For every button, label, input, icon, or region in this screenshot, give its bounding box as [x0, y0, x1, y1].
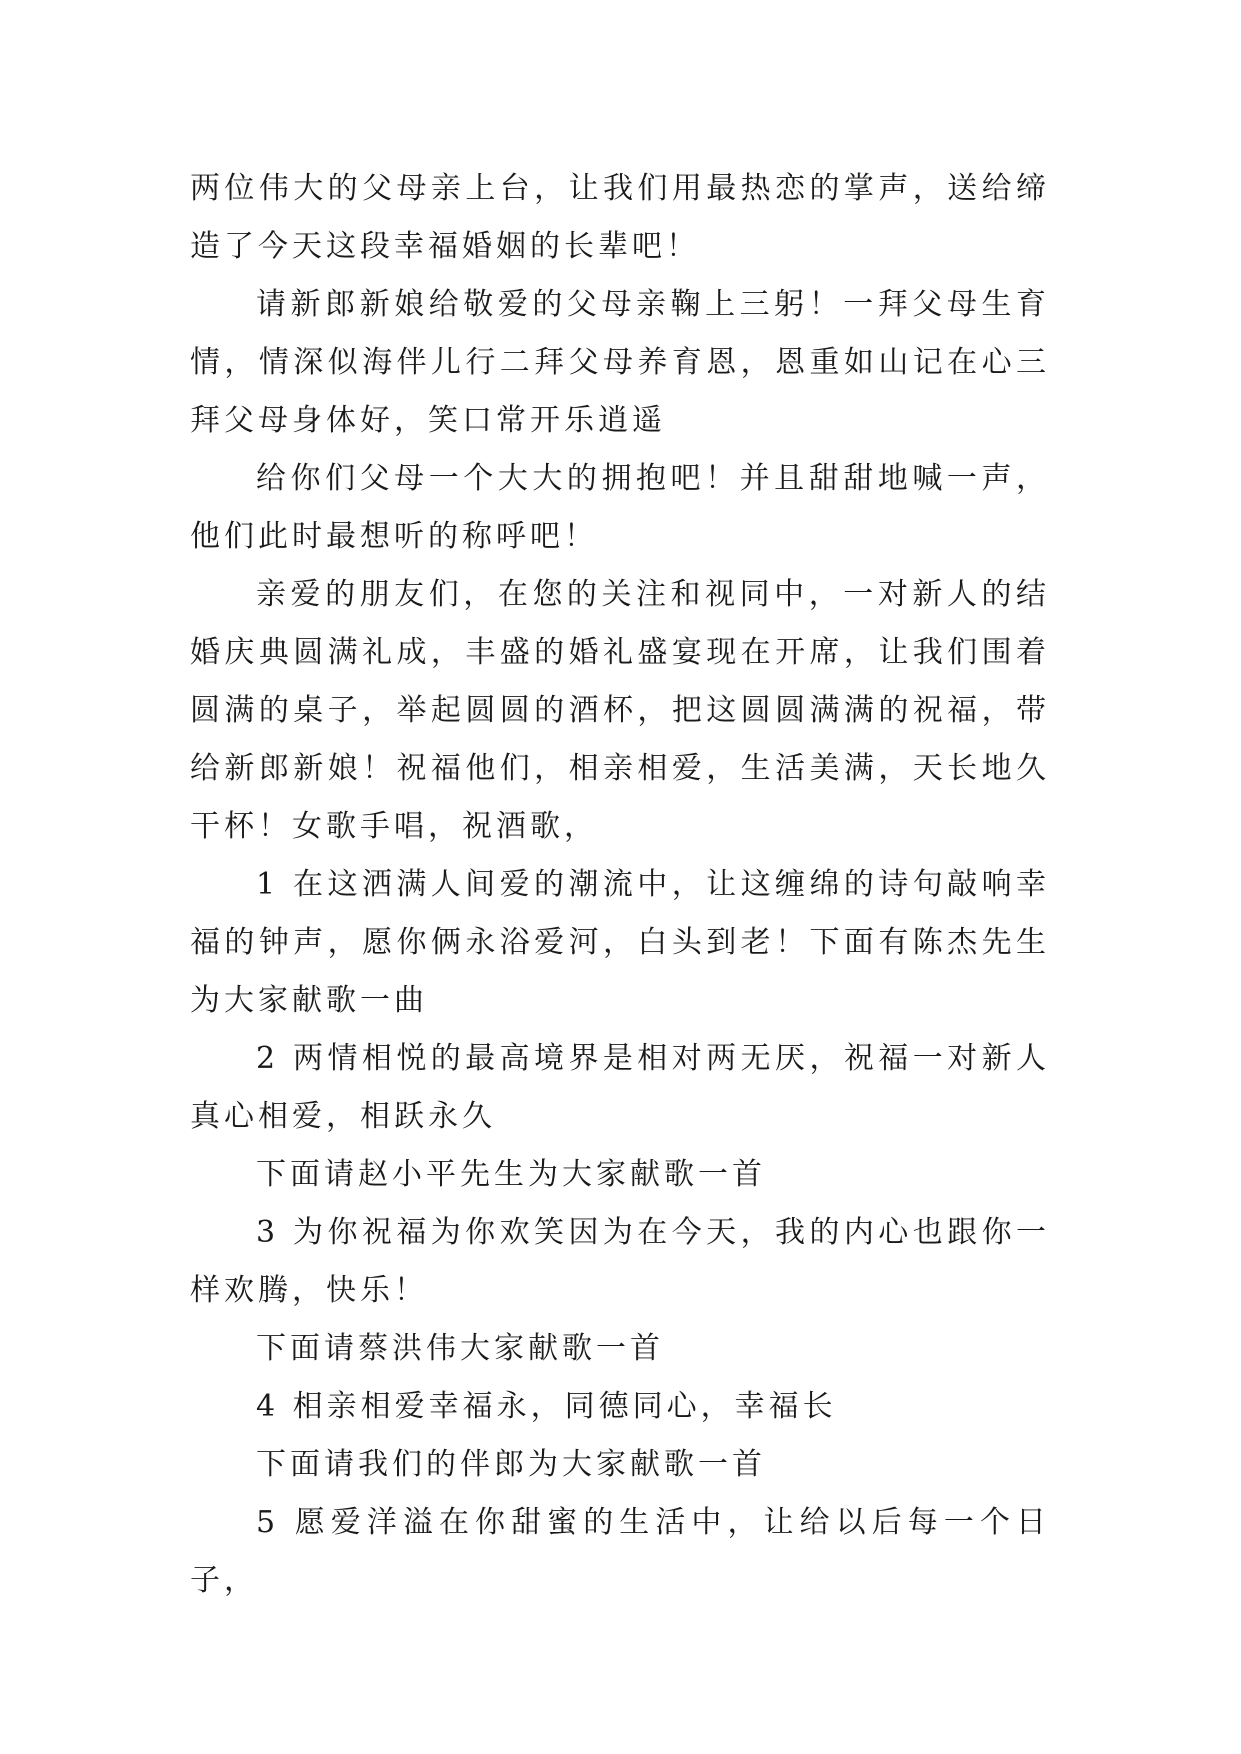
paragraph: 请新郎新娘给敬爱的父母亲鞠上三躬！一拜父母生育情，情深似海伴儿行二拜父母养育恩，恩重如山记在心三拜父母身体好，笑口常开乐逍遥	[190, 287, 1050, 438]
paragraph: 两位伟大的父母亲上台，让我们用最热恋的掌声，送给缔造了今天这段幸福婚姻的长辈吧！	[190, 171, 1050, 264]
document-body	[190, 160, 1050, 1610]
paragraph: 5 愿爱洋溢在你甜蜜的生活中，让给以后每一个日子，	[190, 1505, 1050, 1598]
paragraph: 给你们父母一个大大的拥抱吧！并且甜甜地喊一声，他们此时最想听的称呼吧！	[190, 461, 1050, 554]
paragraph: 亲爱的朋友们，在您的关注和视同中，一对新人的结婚庆典圆满礼成，丰盛的婚礼盛宴现在开席，让我们围着圆满的桌子，举起圆圆的酒杯，把这圆圆满满的祝福，带给新郎新娘！祝福他们，相亲相爱，生活美满，天长地久干杯！女歌手唱，祝酒歌，	[190, 577, 1050, 844]
paragraph: 下面请赵小平先生为大家献歌一首	[256, 1157, 766, 1192]
paragraph: 1 在这洒满人间爱的潮流中，让这缠绵的诗句敲响幸福的钟声，愿你俩永浴爱河，白头到老！下面有陈杰先生为大家献歌一曲	[190, 867, 1050, 1018]
paragraph: 下面请蔡洪伟大家献歌一首	[256, 1331, 664, 1366]
paragraph: 3 为你祝福为你欢笑因为在今天，我的内心也跟你一样欢腾，快乐！	[190, 1215, 1050, 1308]
paragraph: 下面请我们的伴郎为大家献歌一首	[256, 1447, 766, 1482]
paragraph: 4 相亲相爱幸福永，同德同心，幸福长	[256, 1389, 837, 1424]
paragraph: 2 两情相悦的最高境界是相对两无厌，祝福一对新人真心相爱，相跃永久	[190, 1041, 1050, 1134]
